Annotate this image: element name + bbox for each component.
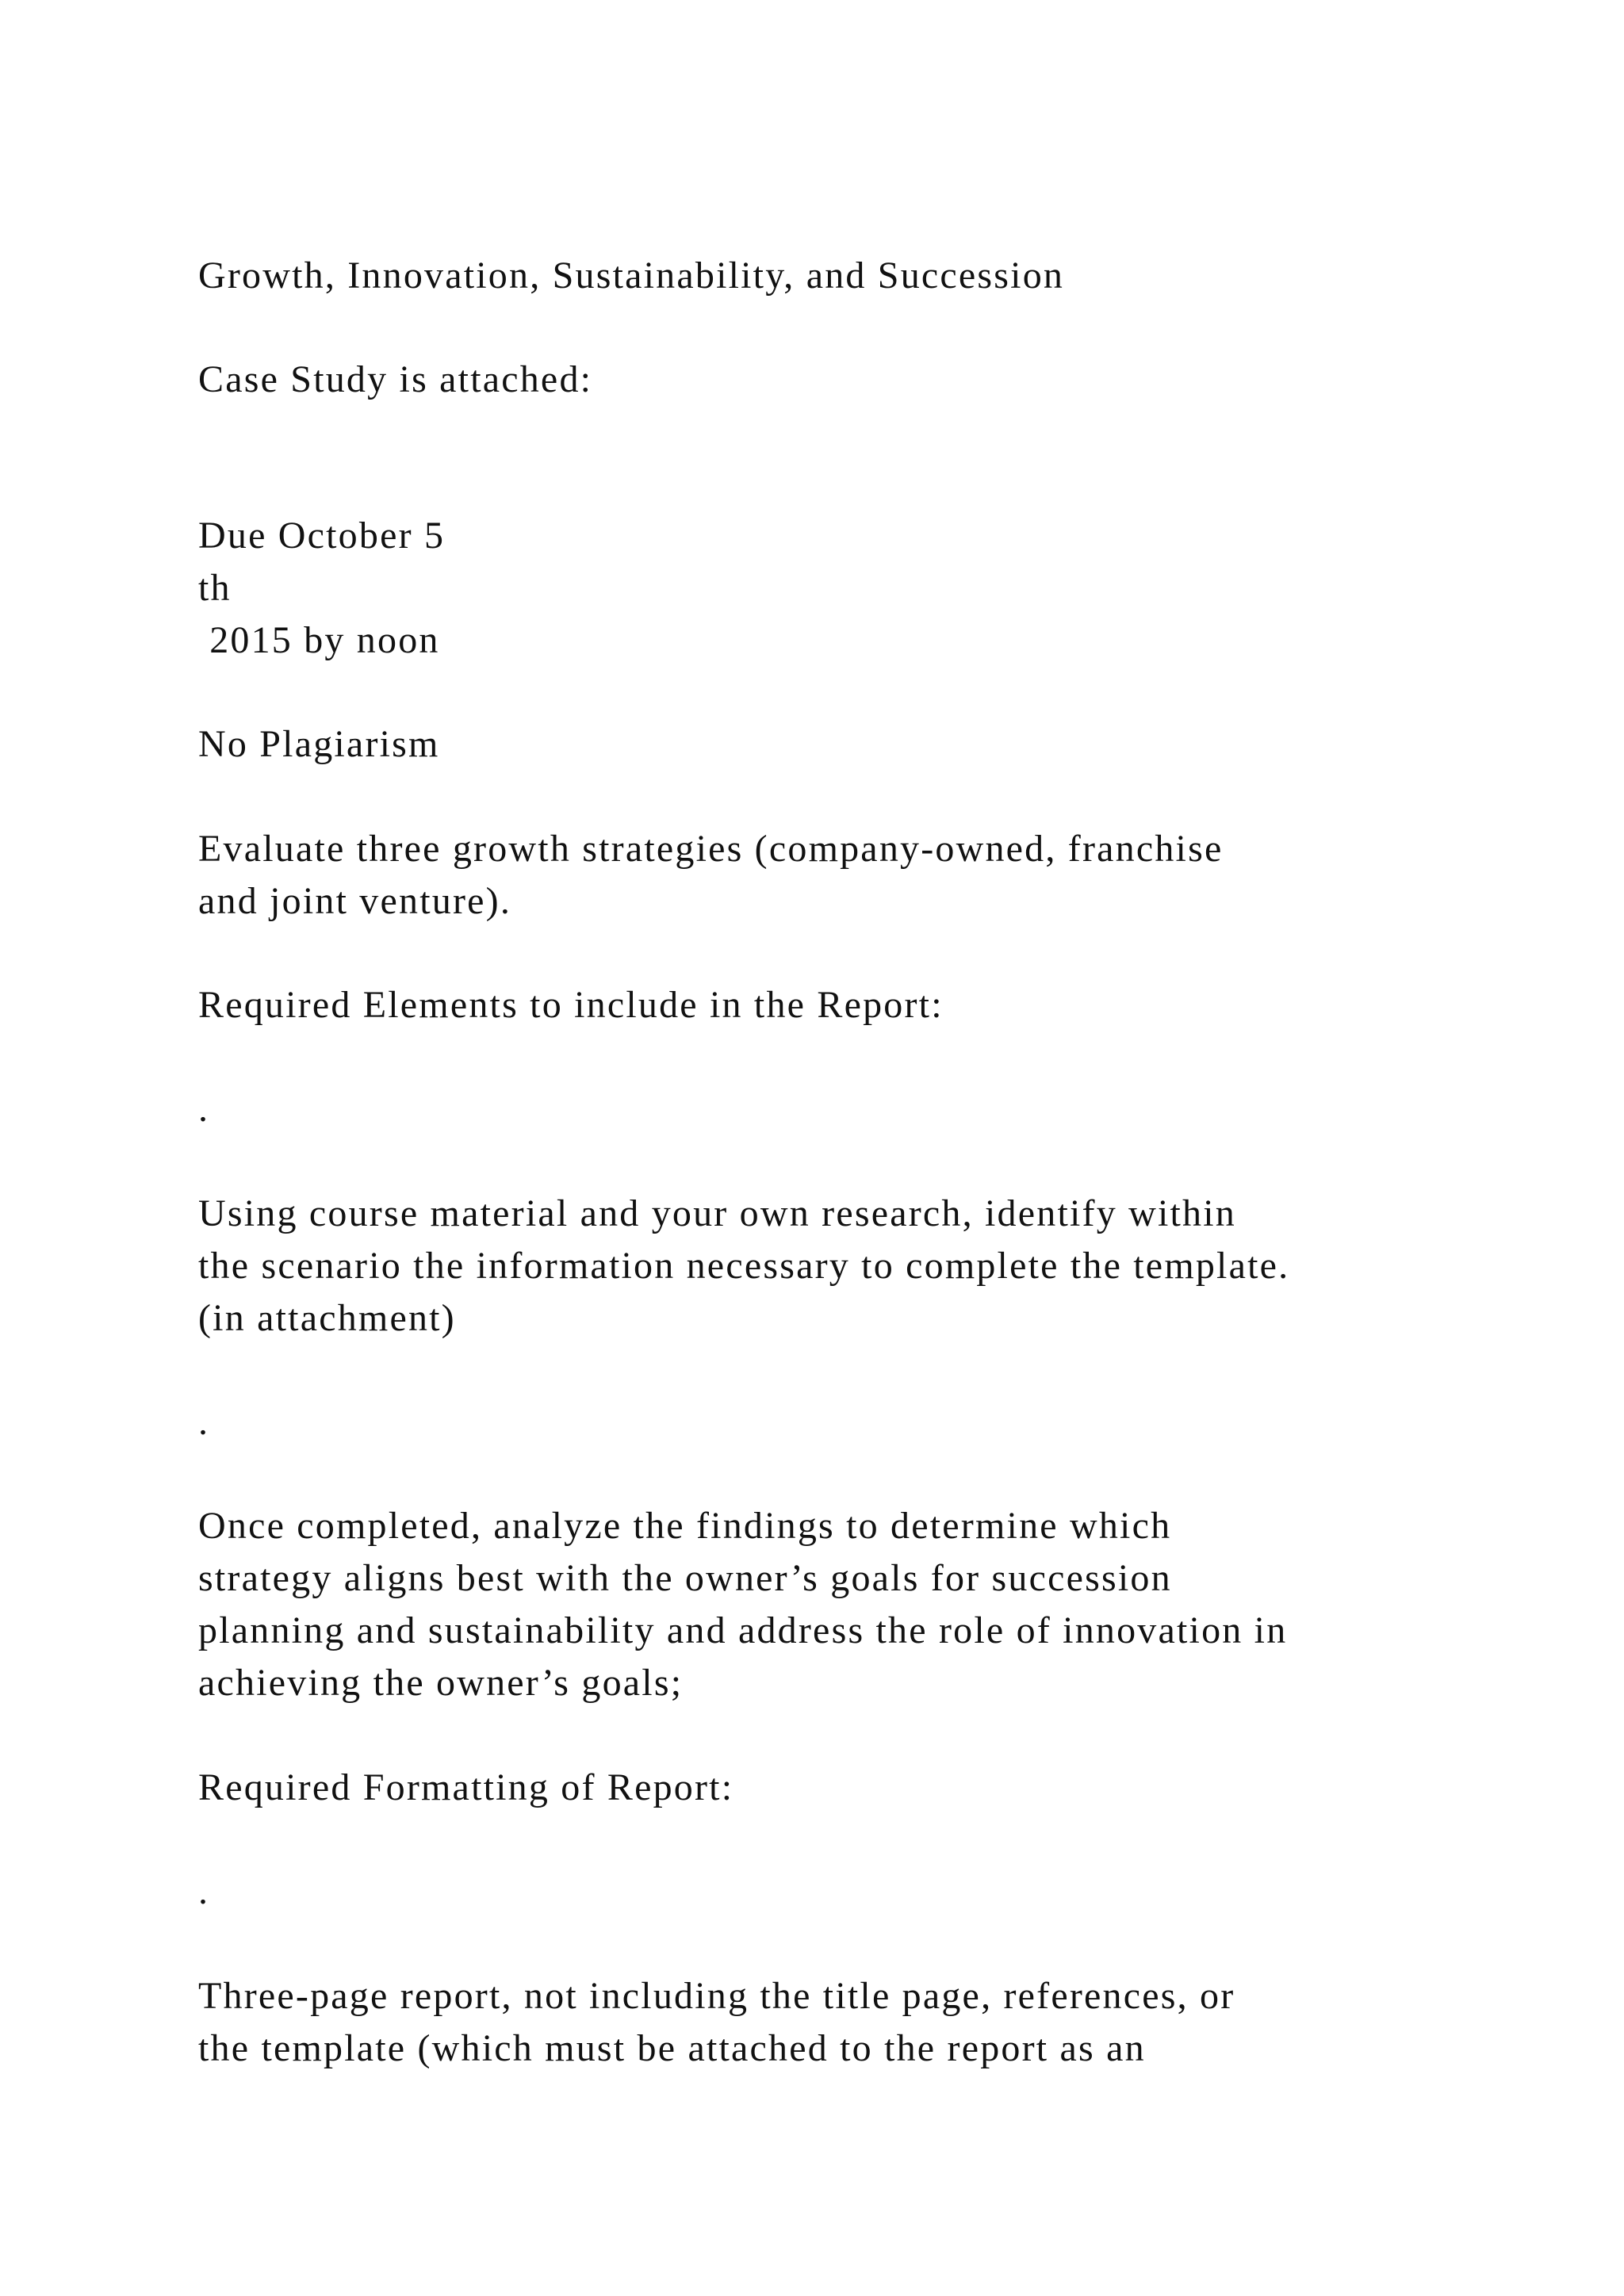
case-study-note: Case Study is attached:	[198, 358, 593, 400]
required-elements-heading: Required Elements to include in the Report:	[198, 984, 944, 1026]
due-date-suffix: th	[198, 567, 232, 609]
evaluate-paragraph-line: Evaluate three growth strategies (company-owned, franchise	[198, 828, 1224, 870]
list-bullet: .	[198, 1401, 210, 1443]
element-paragraph-line: strategy aligns best with the owner’s goals for succession	[198, 1557, 1172, 1599]
evaluate-paragraph-line: and joint venture).	[198, 880, 512, 922]
format-paragraph-line: the template (which must be attached to the report as an	[198, 2027, 1146, 2069]
format-paragraph-line: Three-page report, not including the title page, references, or	[198, 1975, 1235, 2017]
list-bullet: .	[198, 1870, 210, 1912]
document-title: Growth, Innovation, Sustainability, and Succession	[198, 254, 1065, 297]
no-plagiarism-note: No Plagiarism	[198, 723, 440, 765]
element-paragraph-line: Once completed, analyze the findings to determine which	[198, 1505, 1172, 1547]
due-date-year: 2015 by noon	[198, 619, 440, 661]
element-paragraph-line: (in attachment)	[198, 1297, 456, 1339]
required-formatting-heading: Required Formatting of Report:	[198, 1766, 734, 1808]
due-date-line: Due October 5	[198, 515, 446, 557]
list-bullet: .	[198, 1088, 210, 1130]
element-paragraph-line: Using course material and your own research, identify within	[198, 1192, 1236, 1234]
element-paragraph-line: achieving the owner’s goals;	[198, 1662, 684, 1704]
element-paragraph-line: planning and sustainability and address the role of innovation in	[198, 1609, 1288, 1651]
element-paragraph-line: the scenario the information necessary to complete the template.	[198, 1245, 1290, 1287]
